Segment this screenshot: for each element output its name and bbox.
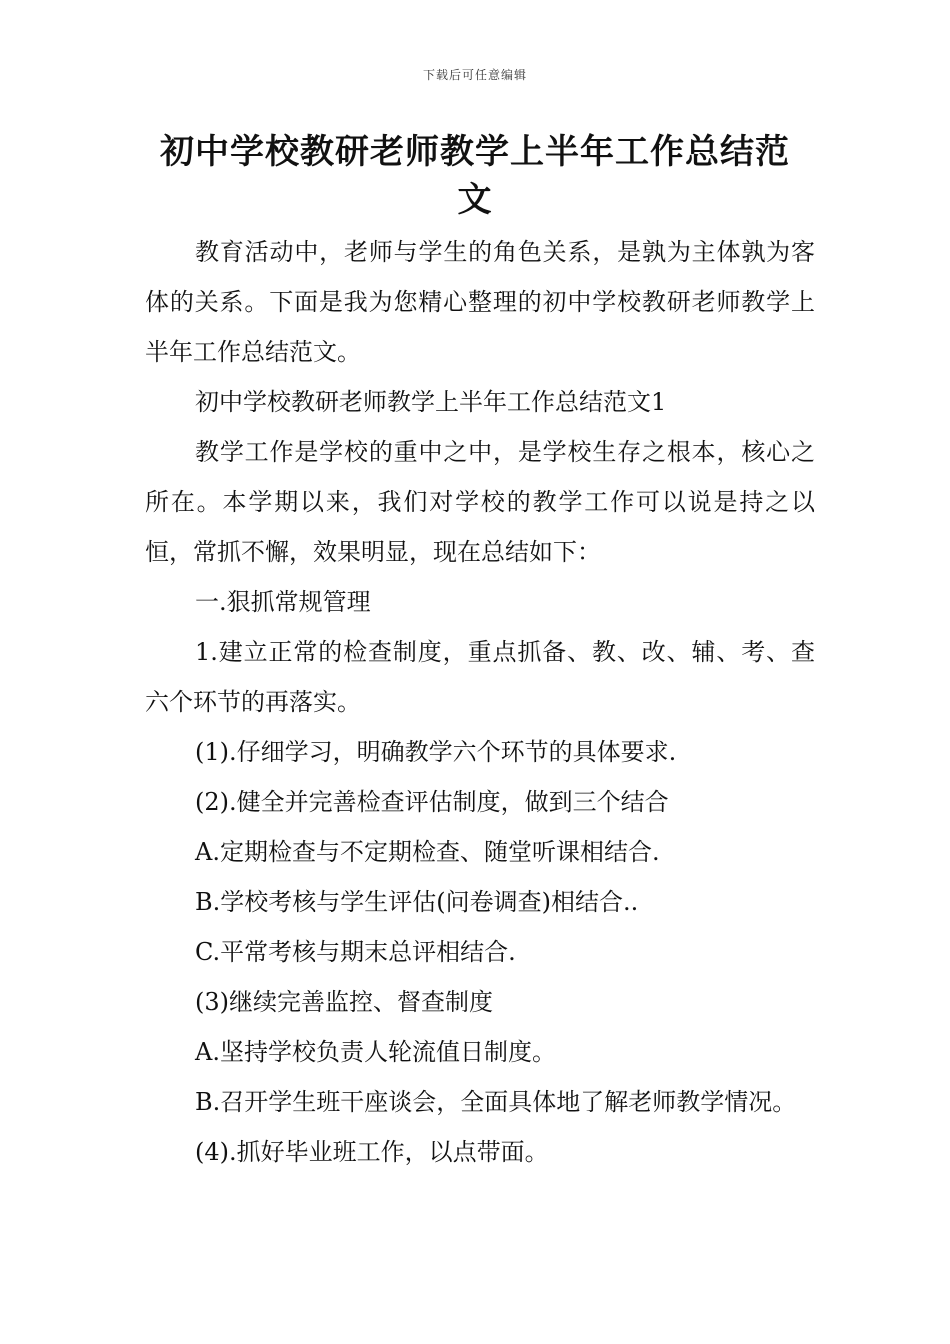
list-item: B.学校考核与学生评估(问卷调查)相结合.. <box>195 888 639 916</box>
header-note: 下载后可任意编辑 <box>422 68 527 82</box>
document-title <box>145 128 805 224</box>
list-item: A.定期检查与不定期检查、随堂听课相结合. <box>195 838 660 866</box>
body-paragraph: 教学工作是学校的重中之中，是学校生存之根本，核心之所在。本学期以来，我们对学校的教学工作可以说是持之以恒，常抓不懈，效果明显，现在总结如下： <box>145 438 815 566</box>
section-title: 初中学校教研老师教学上半年工作总结范文1 <box>195 388 667 416</box>
title-line-1: 初中学校教研老师教学上半年工作总结范 <box>160 132 790 172</box>
list-item: 1.建立正常的检查制度，重点抓备、教、改、辅、考、查六个环节的再落实。 <box>145 638 815 716</box>
heading-routine-management: 一.狠抓常规管理 <box>195 588 371 616</box>
list-item: (4).抓好毕业班工作，以点带面。 <box>195 1138 549 1166</box>
list-item: (3)继续完善监控、督查制度 <box>195 988 493 1016</box>
list-item: B.召开学生班干座谈会，全面具体地了解老师教学情况。 <box>195 1088 797 1116</box>
list-item: A.坚持学校负责人轮流值日制度。 <box>195 1038 556 1066</box>
list-item: (2).健全并完善检查评估制度，做到三个结合 <box>195 788 669 816</box>
document-body <box>145 227 815 1177</box>
title-line-2: 文 <box>457 180 493 220</box>
list-item: C.平常考核与期末总评相结合. <box>195 938 516 966</box>
intro-paragraph: 教育活动中，老师与学生的角色关系，是孰为主体孰为客体的关系。下面是我为您精心整理的初中学校教研老师教学上半年工作总结范文。 <box>145 238 815 366</box>
list-item: (1).仔细学习，明确教学六个环节的具体要求. <box>195 738 677 766</box>
